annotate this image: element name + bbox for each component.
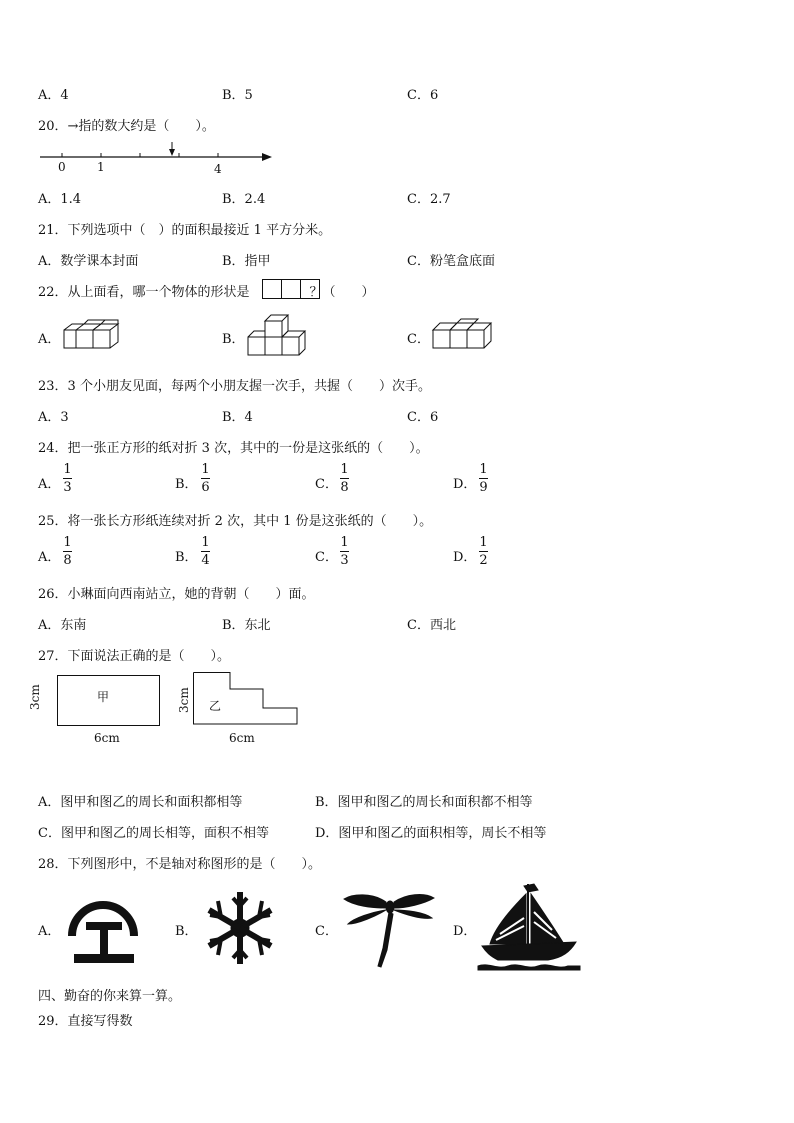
subway-logo-icon: [64, 888, 142, 968]
q19-option-a[interactable]: A．4: [38, 88, 69, 103]
sailboat-icon: [478, 882, 582, 974]
tick-label-0: 0: [58, 160, 66, 174]
figure-yi-label: 乙: [209, 699, 222, 713]
q28-option-d[interactable]: D．: [453, 924, 477, 939]
denominator: 2: [479, 553, 488, 568]
q23-text: 23．3 个小朋友见面，每两个小朋友握一次手，共握（ ）次手。: [38, 379, 431, 394]
q22-text-before: 22．从上面看，哪一个物体的形状是: [38, 285, 250, 300]
q24-option-d[interactable]: D．: [453, 477, 477, 492]
q27-option-b[interactable]: B．图甲和图乙的周长和面积都不相等: [315, 795, 533, 810]
denominator: 3: [340, 553, 349, 568]
denominator: 3: [63, 480, 72, 495]
denominator: 4: [201, 553, 210, 568]
q25-fraction-a: [63, 535, 72, 568]
q24-fraction-c: [340, 462, 349, 495]
q28-option-a[interactable]: A．: [38, 924, 61, 939]
q26-option-c[interactable]: C．西北: [407, 618, 456, 633]
q25-option-d[interactable]: D．: [453, 550, 477, 565]
figure-jia-width: 6cm: [94, 731, 120, 745]
snowflake-icon: [200, 888, 280, 968]
q25-option-b[interactable]: B．: [175, 550, 198, 565]
top-view-three-squares: [262, 279, 320, 299]
denominator: 8: [63, 553, 72, 568]
q28-option-c[interactable]: C．: [315, 924, 338, 939]
q27-option-c[interactable]: C．图甲和图乙的周长相等，面积不相等: [38, 826, 269, 841]
numerator: 1: [63, 535, 72, 550]
tick-label-1: 1: [97, 160, 105, 174]
q26-text: 26．小琳面向西南站立，她的背朝（ ）面。: [38, 587, 315, 602]
tick-label-4: 4: [214, 162, 222, 176]
q20-option-c[interactable]: C．2.7: [407, 192, 451, 207]
q27-text: 27．下面说法正确的是（ ）。: [38, 649, 231, 664]
q21-option-c[interactable]: C．粉笔盒底面: [407, 254, 495, 269]
q25-fraction-b: [201, 535, 210, 568]
cube-figure-c: [430, 318, 496, 350]
denominator: 9: [479, 480, 488, 495]
q22-option-c[interactable]: C．: [407, 332, 430, 347]
q28-text: 28．下列图形中，不是轴对称图形的是（ ）。: [38, 857, 322, 872]
q23-option-c[interactable]: C．6: [407, 410, 439, 425]
q19-option-b[interactable]: B．5: [222, 88, 253, 103]
q24-fraction-a: [63, 462, 72, 495]
section-title: 四、勤奋的你来算一算。: [38, 989, 182, 1004]
q27-option-d[interactable]: D．图甲和图乙的面积相等，周长不相等: [315, 826, 547, 841]
cube-figure-a: [62, 318, 124, 350]
q25-fraction-c: [340, 535, 349, 568]
figure-jia-height: 3cm: [28, 684, 42, 710]
q20-option-a[interactable]: A．1.4: [38, 192, 82, 207]
q24-option-a[interactable]: A．: [38, 477, 61, 492]
denominator: 8: [340, 480, 349, 495]
q24-option-b[interactable]: B．: [175, 477, 198, 492]
numerator: 1: [479, 535, 488, 550]
q21-option-a[interactable]: A．数学课本封面: [38, 254, 139, 269]
figure-yi-height: 3cm: [177, 687, 191, 713]
figure-jia-label: 甲: [97, 690, 110, 704]
q26-option-b[interactable]: B．东北: [222, 618, 271, 633]
number-line: [38, 140, 278, 180]
q22-text-after: ？（ ）: [309, 285, 375, 300]
q23-option-a[interactable]: A．3: [38, 410, 69, 425]
q24-text: 24．把一张正方形的纸对折 3 次，其中的一份是这张纸的（ ）。: [38, 441, 429, 456]
numerator: 1: [340, 462, 349, 477]
q22-text: [38, 281, 375, 300]
q24-fraction-b: [201, 462, 210, 495]
numerator: 1: [201, 462, 210, 477]
q22-option-b[interactable]: B．: [222, 332, 245, 347]
q21-option-b[interactable]: B．指甲: [222, 254, 271, 269]
q20-text: 20．→指的数大约是（ ）。: [38, 119, 215, 134]
q25-text: 25．将一张长方形纸连续对折 2 次，其中 1 份是这张纸的（ ）。: [38, 514, 433, 529]
q27-option-a[interactable]: A．图甲和图乙的周长和面积都相等: [38, 795, 243, 810]
q22-option-a[interactable]: A．: [38, 332, 61, 347]
q20-option-b[interactable]: B．2.4: [222, 192, 266, 207]
dragonfly-icon: [342, 890, 436, 970]
numerator: 1: [479, 462, 488, 477]
numerator: 1: [201, 535, 210, 550]
q26-option-a[interactable]: A．东南: [38, 618, 87, 633]
q21-text: 21．下列选项中（ ）的面积最接近 1 平方分米。: [38, 223, 332, 238]
numerator: 1: [340, 535, 349, 550]
cube-figure-b: [246, 313, 308, 357]
numerator: 1: [63, 462, 72, 477]
q28-option-b[interactable]: B．: [175, 924, 198, 939]
q29-text: 29．直接写得数: [38, 1014, 133, 1029]
denominator: 6: [201, 480, 210, 495]
q25-option-a[interactable]: A．: [38, 550, 61, 565]
figure-yi-width: 6cm: [229, 731, 255, 745]
q23-option-b[interactable]: B．4: [222, 410, 253, 425]
q24-option-c[interactable]: C．: [315, 477, 338, 492]
q19-option-c[interactable]: C．6: [407, 88, 439, 103]
q25-fraction-d: [479, 535, 488, 568]
q25-option-c[interactable]: C．: [315, 550, 338, 565]
q24-fraction-d: [479, 462, 488, 495]
